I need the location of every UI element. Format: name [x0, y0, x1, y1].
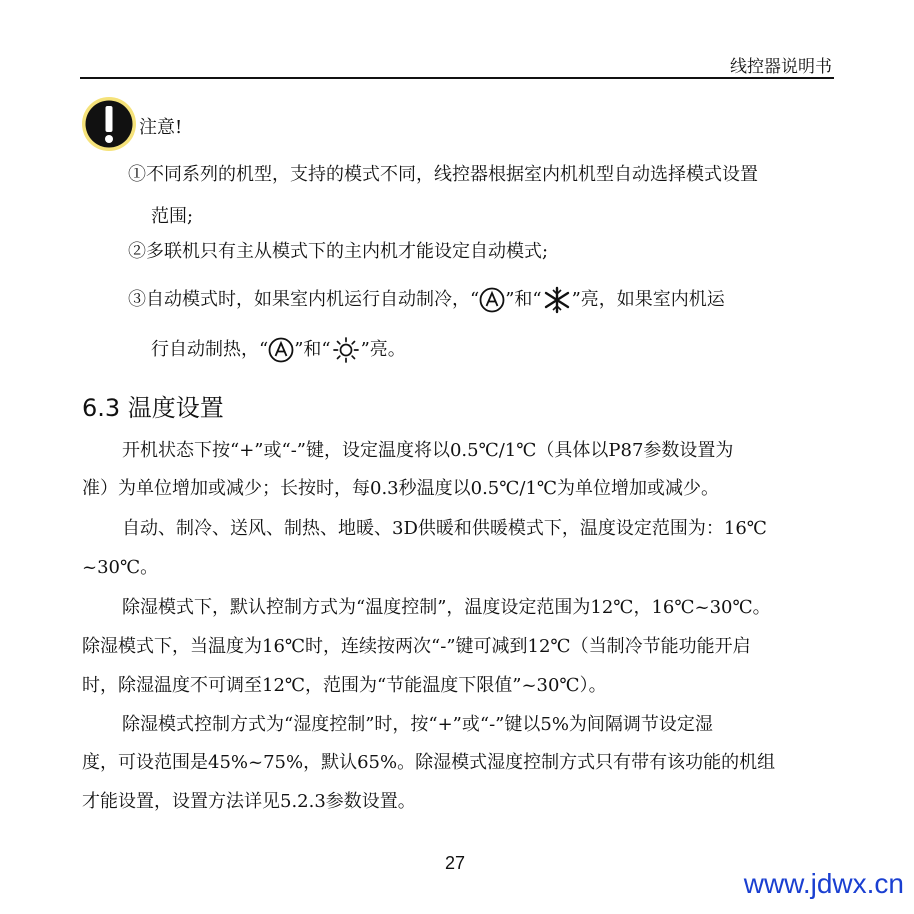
- paragraph-line: 时，除湿温度不可调至12℃，范围为“节能温度下限值”~30℃）。: [82, 675, 607, 696]
- notice-item-3-text-f: ”亮。: [360, 339, 406, 360]
- auto-mode-icon: [479, 287, 505, 313]
- paragraph-line: 自动、制冷、送风、制热、地暖、3D供暖和供暖模式下，温度设定范围为：16℃: [122, 518, 767, 539]
- paragraph-line: 才能设置，设置方法详见5.2.3参数设置。: [82, 791, 416, 812]
- section-title: 6.3 温度设置: [82, 394, 224, 422]
- notice-item-3-text-c: ”亮，如果室内机运: [571, 289, 725, 310]
- notice-item-3-line-2: [151, 335, 406, 364]
- paragraph-line: 除湿模式下，当温度为16℃时，连续按两次“-”键可减到12℃（当制冷节能功能开启: [82, 636, 751, 657]
- watermark: www.jdwx.cn: [743, 868, 904, 899]
- paragraph-line: 除湿模式控制方式为“湿度控制”时，按“+”或“-”键以5%为间隔调节设定湿: [122, 714, 713, 735]
- notice-item-3-text-b: ”和“: [505, 289, 542, 310]
- notice-item-3-text-a: ③自动模式时，如果室内机运行自动制冷，“: [128, 289, 480, 310]
- notice-label: 注意!: [139, 117, 183, 138]
- notice-item-1-line-1: ①不同系列的机型，支持的模式不同，线控器根据室内机机型自动选择模式设置: [128, 164, 758, 185]
- header-divider: [80, 77, 834, 79]
- notice-item-3-line-1: [128, 285, 725, 314]
- paragraph-line: ~30℃。: [82, 557, 159, 578]
- paragraph-line: 除湿模式下，默认控制方式为“温度控制”，温度设定范围为12℃，16℃~30℃。: [122, 597, 771, 618]
- snowflake-icon: [542, 286, 572, 314]
- warning-icon: [80, 95, 138, 153]
- notice-item-3-text-d: 行自动制热，“: [151, 339, 269, 360]
- auto-mode-icon: [268, 337, 294, 363]
- header-title: 线控器说明书: [730, 57, 832, 77]
- notice-item-3-text-e: ”和“: [294, 339, 331, 360]
- paragraph-line: 开机状态下按“+”或“-”键，设定温度将以0.5℃/1℃（具体以P87参数设置为: [122, 440, 734, 461]
- paragraph-line: 度，可设范围是45%~75%，默认65%。除湿模式湿度控制方式只有带有该功能的机组: [82, 752, 776, 773]
- notice-item-2: ②多联机只有主从模式下的主内机才能设定自动模式;: [128, 241, 549, 262]
- sun-icon: [331, 336, 361, 364]
- notice-item-1-line-2: 范围;: [151, 206, 194, 227]
- paragraph-line: 准）为单位增加或减少；长按时，每0.3秒温度以0.5℃/1℃为单位增加或减少。: [82, 478, 720, 499]
- page-number: 27: [445, 853, 466, 873]
